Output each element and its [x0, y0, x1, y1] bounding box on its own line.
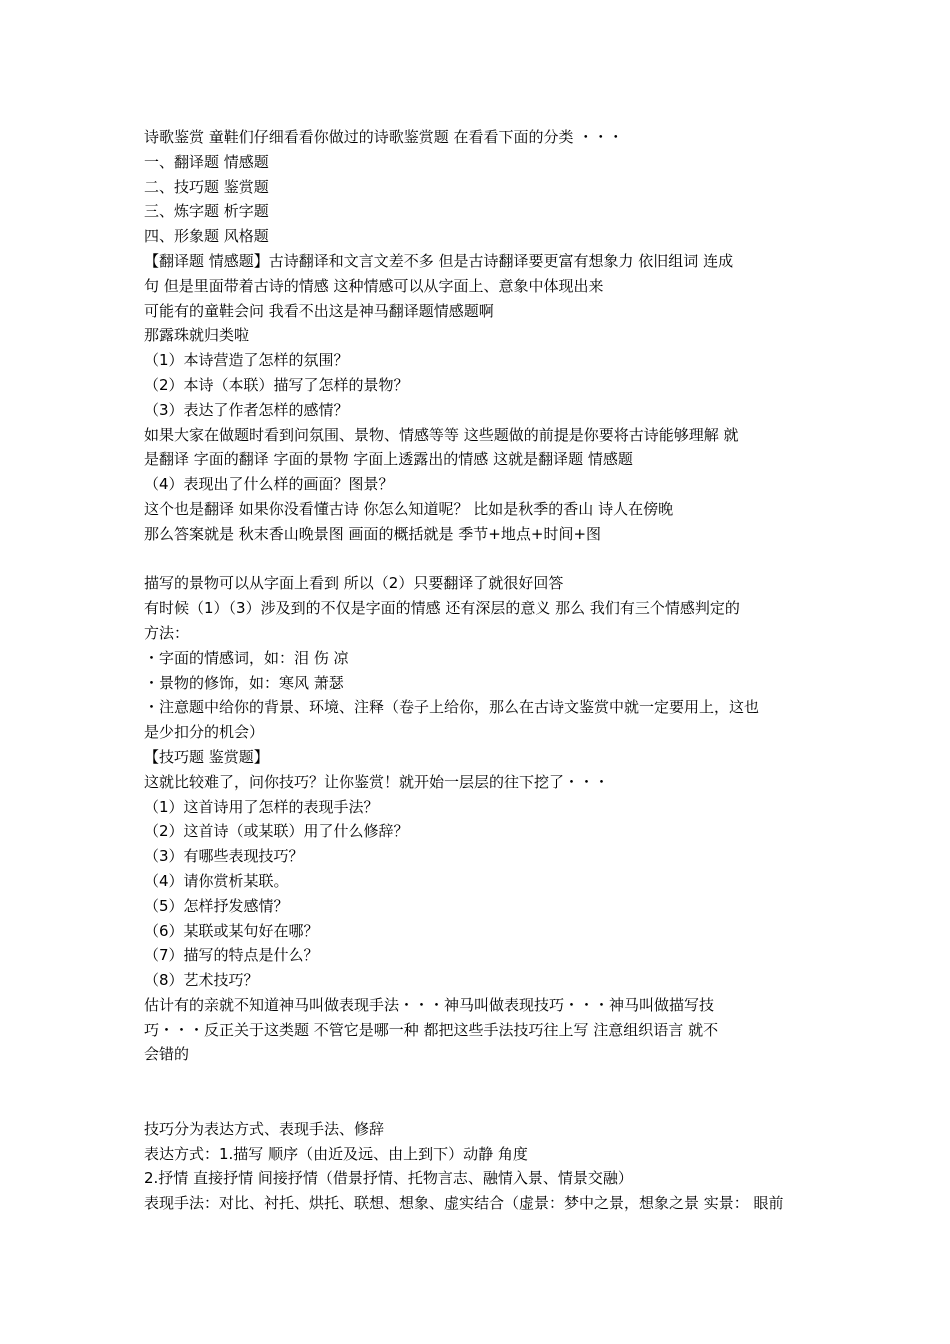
document-page	[144, 125, 814, 1216]
text-line: （7）描写的特点是什么？	[144, 946, 319, 965]
text-line: （8）艺术技巧？	[144, 971, 259, 990]
text-line: 有时候（1）（3）涉及到的不仅是字面的情感 还有深层的意义 那么 我们有三个情感判定的	[144, 599, 740, 618]
text-line: 句 但是里面带着古诗的情感 这种情感可以从字面上、意象中体现出来	[144, 276, 604, 295]
text-line: 那露珠就归类啦	[144, 326, 250, 345]
text-line: 如果大家在做题时看到问氛围、景物、情感等等 这些题做的前提是你要将古诗能够理解 就	[144, 425, 739, 444]
text-line: （4）表现出了什么样的画面？图景？	[144, 475, 394, 494]
blank-line	[144, 1092, 814, 1117]
text-line: （4）请你赏析某联。	[144, 871, 289, 890]
text-line: 二、技巧题 鉴赏题	[144, 177, 269, 196]
text-line: ・景物的修饰，如：寒风 萧瑟	[144, 673, 344, 692]
text-line: 三、炼字题 析字题	[144, 202, 269, 221]
blank-line	[144, 1067, 814, 1092]
text-line: 这就比较难了，问你技巧？让你鉴赏！就开始一层层的往下挖了・・・	[144, 772, 610, 791]
text-line: 那么答案就是 秋末香山晚景图 画面的概括就是 季节+地点+时间+图	[144, 524, 602, 543]
text-line: 巧・・・反正关于这类题 不管它是哪一种 都把这些手法技巧往上写 注意组织语言 就不	[144, 1020, 719, 1039]
text-line: 技巧分为表达方式、表现手法、修辞	[144, 1119, 385, 1138]
text-line: 诗歌鉴赏 童鞋们仔细看看你做过的诗歌鉴赏题 在看看下面的分类 ・・・	[144, 128, 624, 146]
text-line: （6）某联或某句好在哪？	[144, 921, 319, 940]
text-line: （3）表达了作者怎样的感情？	[144, 400, 349, 419]
text-line: 四、形象题 风格题	[144, 227, 269, 246]
text-line: （1）这首诗用了怎样的表现手法？	[144, 797, 379, 816]
text-line: 方法：	[144, 623, 190, 642]
text-line: 是少扣分的机会）	[144, 723, 265, 742]
text-line: （5）怎样抒发感情？	[144, 896, 289, 915]
text-line: 估计有的亲就不知道神马叫做表现手法・・・神马叫做表现技巧・・・神马叫做描写技	[144, 995, 715, 1014]
text-line: 【翻译题 情感题】古诗翻译和文言文差不多 但是古诗翻译要更富有想象力 依旧组词 连成	[144, 251, 734, 270]
text-line: 会错的	[144, 1045, 190, 1064]
blank-line	[144, 547, 814, 572]
text-line: 可能有的童鞋会问 我看不出这是神马翻译题情感题啊	[144, 301, 494, 320]
text-line: 这个也是翻译 如果你没看懂古诗 你怎么知道呢？ 比如是秋季的香山 诗人在傍晚	[144, 499, 674, 518]
text-line: ・注意题中给你的背景、环境、注释（卷子上给你，那么在古诗文鉴赏中就一定要用上，这也	[144, 698, 760, 717]
text-line: 一、翻译题 情感题	[144, 152, 269, 171]
text-line: （1）本诗营造了怎样的氛围？	[144, 351, 349, 370]
text-line: 是翻译 字面的翻译 字面的景物 字面上透露出的情感 这就是翻译题 情感题	[144, 450, 633, 469]
text-line: 2.抒情 直接抒情 间接抒情（借景抒情、托物言志、融情入景、情景交融）	[144, 1169, 633, 1188]
text-line: 表现手法：对比、衬托、烘托、联想、想象、虚实结合（虚景：梦中之景，想象之景 实景： 眼前	[144, 1194, 784, 1213]
text-line: 表达方式：1.描写 顺序（由近及远、由上到下）动静 角度	[144, 1144, 528, 1163]
text-line: （2）这首诗（或某联）用了什么修辞？	[144, 822, 409, 841]
text-line: 【技巧题 鉴赏题】	[144, 747, 269, 766]
text-line: （2）本诗（本联）描写了怎样的景物？	[144, 375, 409, 394]
text-line: （3）有哪些表现技巧？	[144, 847, 304, 866]
text-line: ・字面的情感词，如：泪 伤 凉	[144, 648, 349, 667]
text-line: 描写的景物可以从字面上看到 所以（2）只要翻译了就很好回答	[144, 574, 564, 593]
